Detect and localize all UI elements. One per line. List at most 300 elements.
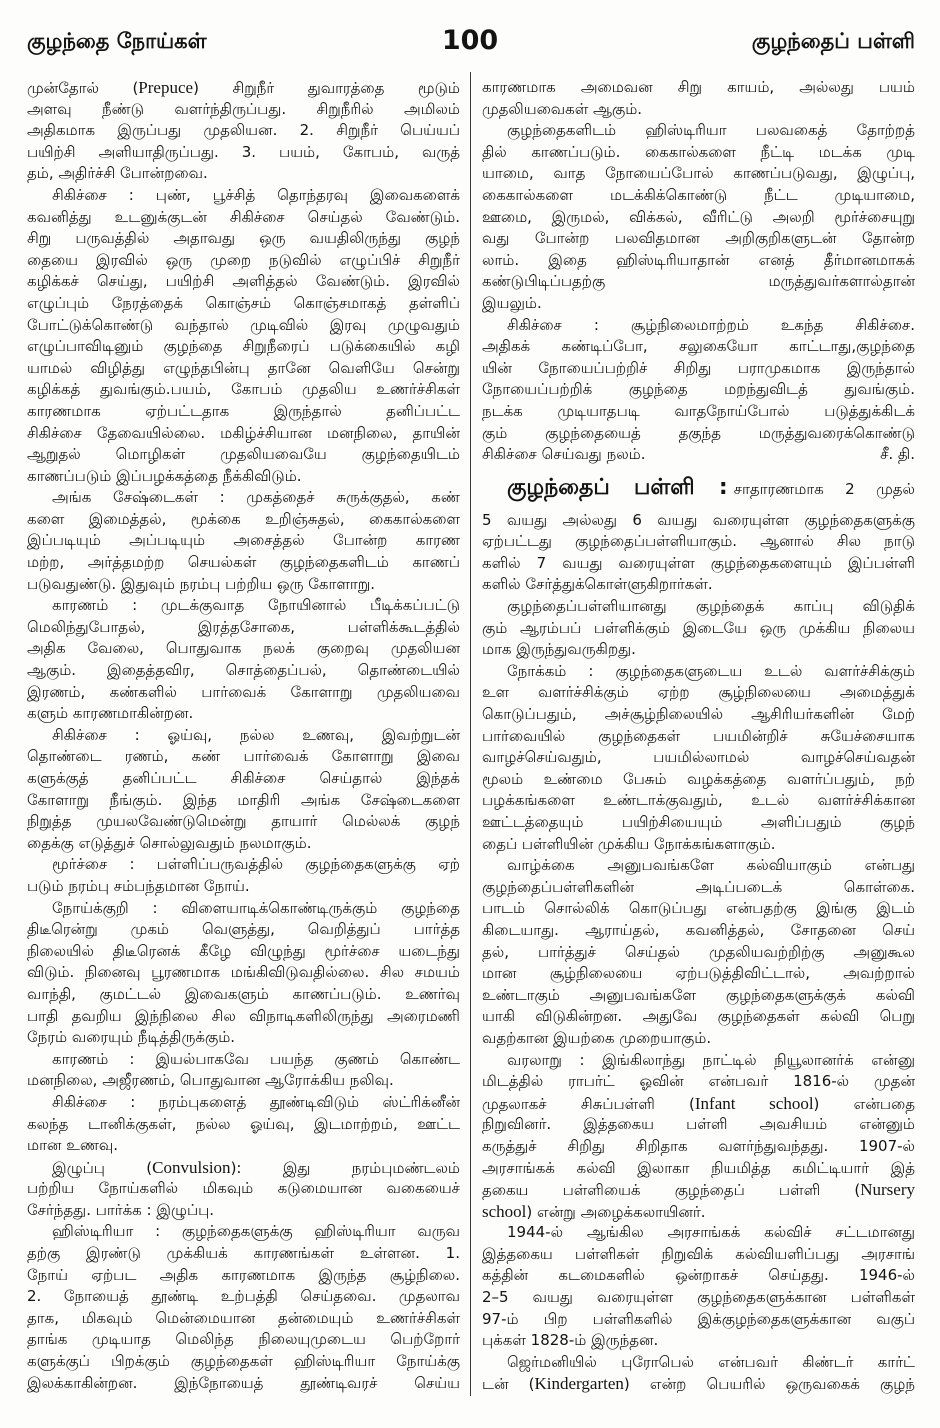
text-line (27, 595, 460, 617)
line-text: வரலாறு : இங்கிலாந்து நாட்டில் நியூலானர்க் என்னு (507, 1050, 915, 1069)
text-line (482, 855, 915, 877)
line-content (27, 768, 460, 790)
line-text: பார்வையில் குழந்தைகள் பயமின்றிச் சுயேச்சையாக (482, 726, 915, 745)
text-line (482, 531, 915, 553)
line-text: நோயைப்பற்றிக் குழந்தை மறந்துவிடத் துவங்கும். (482, 380, 915, 399)
text-line (482, 661, 915, 683)
line-text: ஆறுதல் மொழிகள் முதலியவையே குழந்தையிடம் (27, 445, 460, 464)
text-line (482, 77, 915, 99)
text-line (482, 336, 915, 358)
text-line (27, 919, 460, 941)
line-text: போட்டுக்கொண்டு வந்தால் முடிவில் இரவு முழுவதும் (27, 315, 460, 334)
line-content (482, 207, 915, 229)
line-text: மெலிந்துபோதல், இரத்தசோகை, பள்ளிக்கூடத்தில் (27, 617, 460, 636)
line-text: சாதாரணமாக 2 முதல் (733, 479, 915, 498)
line-text: தைப் பள்ளியின் முக்கிய நோக்கங்களாகும். (482, 834, 776, 853)
line-text: சேர்ந்தது. பார்க்க : இழுப்பு. (27, 1200, 215, 1219)
line-text: காரணம் : இயல்பாகவே பயந்த குணம் கொண்ட (52, 1049, 460, 1068)
entry-heading-line (482, 466, 915, 510)
line-content (482, 163, 915, 185)
line-content (482, 985, 915, 1007)
text-line (482, 1158, 915, 1180)
line-content (507, 120, 915, 142)
paragraph (27, 595, 460, 725)
line-content (52, 898, 460, 920)
line-content (482, 99, 642, 121)
text-line (27, 466, 460, 488)
text-line (27, 1200, 460, 1222)
text-line (482, 99, 915, 121)
line-content (27, 444, 460, 466)
line-text: அதிகமாக இருப்பது முதலியன. 2. சிறுநீர் பெய்யப் (27, 121, 460, 140)
text-line (27, 487, 460, 509)
text-line (482, 574, 915, 596)
line-content (52, 1157, 460, 1179)
line-text: கொடுப்பதும், அச்சூழ்நிலையில் ஆசிரியர்களின் மேற் (482, 705, 915, 724)
line-content (27, 617, 460, 639)
line-text: தில் காணப்படும். கைகால்களை நீட்டி மடக்க முடி (482, 142, 915, 161)
line-text: அங்க சேஷ்டைகள் : முகத்தைச் சுருக்குதல், கண் (52, 488, 460, 507)
line-text: காணப்படும் இப்பழக்கத்தை நீக்கிவிடும். (27, 466, 302, 485)
line-content (27, 293, 460, 315)
paragraph (27, 1049, 460, 1092)
text-line (482, 510, 915, 532)
line-text: தொண்டை ரணம், கண் பார்வைக் கோளாறு இவை (27, 747, 460, 766)
line-text: கத்தின் கடமைகளில் ஒன்றாகச் செய்தது. 1946-ல் (482, 1266, 915, 1285)
line-text: கோளாறு நீங்கும். இந்த மாதிரி அங்க சேஷ்டைகளை (27, 790, 460, 809)
text-line (27, 207, 460, 229)
line-text: நோய்க்குறி : விளையாடிக்கொண்டிருக்கும் குழந்தை (52, 898, 460, 917)
line-content (27, 250, 460, 272)
text-line (27, 293, 460, 315)
line-content (27, 1027, 235, 1049)
text-line (27, 768, 460, 790)
line-text: மற்ற, அர்த்தமற்ற செயல்கள் குழந்தைகளிடம் காணப் (27, 553, 460, 572)
text-line (482, 920, 915, 942)
line-text: மூர்ச்சை : பள்ளிப்பருவத்தில் குழந்தைகளுக்கு ஏற் (52, 855, 460, 874)
text-line (482, 423, 915, 445)
text-line (482, 769, 915, 791)
line-content (482, 963, 915, 985)
line-content (27, 1243, 460, 1265)
line-content (27, 1373, 460, 1395)
line-content (27, 1286, 460, 1308)
line-content (482, 790, 915, 812)
text-line (27, 790, 460, 812)
line-text: கும் குழந்தையைத் தகுந்த மருத்துவரைக்கொண்டு (482, 423, 915, 442)
line-text: நிலையில் திடீரெனக் கீழே விழுந்து மூர்ச்சை யடைந்து (27, 941, 460, 960)
line-text: பழக்கங்களை உண்டாக்குவதும், உடல் வளர்ச்சிக்கான (482, 791, 915, 810)
running-head-left: குழந்தை நோய்கள் (27, 29, 207, 53)
line-text: கலந்த டானிக்குகள், நல்ல ஓய்வு, இடமாற்றம், ஊட்ட (27, 1114, 460, 1133)
text-line (27, 1221, 460, 1243)
text-line (482, 639, 915, 661)
line-content (482, 77, 915, 99)
line-content (507, 1050, 915, 1072)
paragraph (482, 596, 915, 661)
line-text: குழந்தைகளிடம் ஹிஸ்டிரியா பலவகைத் தோற்றத் (507, 121, 915, 140)
line-content (482, 271, 915, 293)
line-content (27, 941, 460, 963)
text-line (27, 444, 460, 466)
line-text: உண்டாகும் அனுபவங்களே குழந்தைகளுக்குக் கல்வி (482, 985, 915, 1004)
text-line (27, 811, 460, 833)
text-line (27, 1308, 460, 1330)
line-text: களும் காரணமாகின்றன. (27, 704, 194, 723)
line-content (482, 444, 915, 466)
line-text: தல், பார்த்துச் செய்தல் முதலியவற்றிற்கு அனுகூல (482, 942, 915, 961)
text-line (27, 185, 460, 207)
column-divider (470, 72, 471, 1396)
paragraph (27, 898, 460, 1049)
text-line (27, 401, 460, 423)
line-text: கைகால்களை மடக்கிக்கொண்டு நீட்ட முடியாமை, (482, 185, 915, 204)
line-text: மான சூழ்நிலையை ஏற்படுத்திவிட்டால், அவற்றால் (482, 964, 915, 983)
line-text: பாதி தவறிய இந்நிலை சில விநாடிகளிலிருந்து அரைமணி (27, 1006, 460, 1025)
line-text: வாந்தி, குமட்டல் இவைகளும் காணப்படும். உணர்வு (27, 984, 460, 1003)
line-content (27, 833, 312, 855)
line-content (482, 704, 915, 726)
line-content (482, 510, 915, 532)
text-line (27, 1351, 460, 1373)
line-text: school) என்று அழைக்கலாயினர். (482, 1201, 706, 1221)
line-content (482, 898, 915, 920)
line-text: சிறு பருவத்தில் அதாவது ஒரு வயதிலிருந்து குழந் (27, 229, 460, 248)
line-text: பயிற்சி அளியாதிருப்பது. 3. பயம், கோபம், வருத் (27, 142, 460, 161)
line-text: யாகி விடுகின்றன. அதுவே குழந்தைகள் கல்வி பெறு (482, 1007, 915, 1026)
text-line (27, 746, 460, 768)
line-text: களை இமைத்தல், மூக்கை உறிஞ்சுதல், கைகால்களை (27, 509, 460, 528)
line-content (27, 790, 460, 812)
line-content (482, 1071, 915, 1093)
line-text: வதற்கான இயற்கை முறையாகும். (482, 1028, 712, 1047)
text-line (482, 185, 915, 207)
line-text: இயலும். (482, 293, 542, 312)
line-content (27, 703, 193, 725)
text-line (27, 379, 460, 401)
text-line (27, 984, 460, 1006)
line-content (507, 661, 915, 683)
line-content (27, 142, 460, 164)
line-content (482, 1201, 706, 1223)
text-line (27, 77, 460, 99)
line-text: அரசாங்கக் கல்வி இலாகா நியமித்த கமிட்டியார் இத் (482, 1158, 915, 1177)
line-content (27, 1178, 460, 1200)
line-text: முன்தோல் (Prepuce) சிறுநீர் துவாரத்தை மூடும் (27, 78, 460, 97)
text-line (27, 142, 460, 164)
line-text: தைக்கு எடுத்துச் சொல்லுவதும் நலமாகும். (27, 833, 312, 852)
line-text: எழுப்பாவிடினும் குழந்தை சிறுநீரைப் படுக்கையில் கழி (27, 337, 460, 356)
line-content (27, 99, 460, 121)
line-text: தையை இரவில் ஒரு முறை நடுவில் எழுப்பிச் சிறுநீர் (27, 250, 460, 269)
text-line (482, 163, 915, 185)
line-text: கண்டுபிடிப்பதற்கு மருத்துவர்களால்தான் (482, 272, 915, 291)
line-text: கழிக்கச் செய்து, பயிற்சி அளித்தல் வேண்டும். இரவில் (27, 272, 460, 291)
line-text: களில் சேர்த்துக்கொள்ளுகிறார்கள். (482, 575, 713, 594)
line-content (27, 77, 460, 99)
line-text: நேரம் வரையும் நீடித்திருக்கும். (27, 1028, 236, 1047)
line-text: காரணமாக ஏற்பட்டதாக இருந்தால் தனிப்பட்ட (27, 401, 460, 420)
line-text: வாழச்செய்வதும், பயமில்லாமல் வாழச்செய்வதன் (482, 748, 915, 767)
text-line (27, 682, 460, 704)
line-content (27, 552, 460, 574)
text-line (27, 1243, 460, 1265)
right-column (482, 77, 915, 1395)
text-line (27, 962, 460, 984)
text-line (27, 941, 460, 963)
text-line (27, 1157, 460, 1179)
author-initials: சீ. தி. (880, 445, 915, 464)
line-text: கவனித்து உடனுக்குடன் சிகிச்சை செய்தல் வேண்டும். (27, 207, 460, 226)
line-text: சிகிச்சை : புண், பூச்சித் தொந்தரவு இவைகளைக் (52, 185, 460, 204)
line-content (507, 466, 915, 510)
line-content (27, 466, 302, 488)
line-text: களுக்குப் பிறக்கும் குழந்தைகள் ஹிஸ்டிரியா நோய்க்கு (27, 1352, 460, 1371)
text-line (27, 1070, 460, 1092)
line-content (507, 315, 915, 337)
paragraph (27, 1221, 460, 1394)
line-text: சிகிச்சை : நரம்புகளைத் தூண்டிவிடும் ஸ்ட்ரிக்னீன் (52, 1092, 460, 1111)
text-line (482, 142, 915, 164)
line-content (482, 1373, 915, 1395)
text-line (27, 854, 460, 876)
line-content (482, 1114, 915, 1136)
line-content (52, 185, 460, 207)
line-content (52, 1049, 460, 1071)
text-line (27, 703, 460, 725)
line-content (482, 682, 915, 704)
line-text: உள வளர்ச்சிக்கும் ஏற்ற சூழ்நிலையை அமைத்துக் (482, 683, 915, 702)
line-text: மாக இருந்துவருகிறது. (482, 640, 636, 659)
text-line (27, 876, 460, 898)
line-content (482, 834, 776, 856)
line-text: குழந்தைப்பள்ளிகளின் அடிப்படைக் கொள்கை. (482, 877, 915, 896)
text-line (27, 1114, 460, 1136)
text-line (482, 207, 915, 229)
line-text: 1944-ல் ஆங்கில அரசாங்கக் கல்விச் சட்டமானது (507, 1223, 915, 1242)
line-content (482, 1006, 915, 1028)
line-content (482, 379, 915, 401)
line-content (27, 1006, 460, 1028)
page-number: 100 (441, 25, 499, 56)
line-text: சிகிச்சை தேவையில்லை. மகிழ்ச்சியான மனநிலை, தாயின் (27, 423, 460, 442)
line-content (482, 1265, 915, 1287)
text-line (482, 444, 915, 466)
text-line (482, 358, 915, 380)
line-content (52, 1092, 460, 1114)
line-text: தகைய பள்ளியைக் குழந்தைப் பள்ளி (Nursery (482, 1180, 915, 1200)
text-line (27, 271, 460, 293)
line-content (482, 531, 915, 553)
line-text: 2–5 வயது வரையுள்ள குழந்தைகளுக்கான பள்ளிகள் (482, 1288, 915, 1307)
text-line (482, 401, 915, 423)
text-line (27, 898, 460, 920)
text-line (482, 812, 915, 834)
paragraph (482, 1352, 915, 1395)
text-line (482, 228, 915, 250)
line-content (482, 1136, 915, 1158)
line-content (52, 725, 460, 747)
line-text: ஊட்டத்தையும் பயிற்சியையும் அளிப்பதும் குழந் (482, 813, 915, 831)
line-text: கழிக்கத் துவங்கும்.பயம், கோபம் முதலிய உணர்ச்சிகள் (27, 380, 460, 399)
text-line (482, 747, 915, 769)
line-content (27, 746, 460, 768)
line-text: டன் (Kindergarten) என்ற பெயரில் ஒருவகைக் குழந் (482, 1374, 915, 1394)
line-content (482, 1287, 915, 1309)
text-line (482, 1006, 915, 1028)
line-content (27, 811, 460, 833)
line-content (482, 1244, 915, 1266)
paragraph (27, 487, 460, 595)
line-content (27, 682, 460, 704)
line-content (27, 120, 460, 142)
text-line (482, 120, 915, 142)
text-line (27, 336, 460, 358)
line-text: முதலாகச் சிசுப்பள்ளி (Infant school) என்பதை (482, 1093, 915, 1113)
line-content (482, 920, 915, 942)
line-text: யின் நோயைப்பற்றிச் சிறிது பராமுகமாக இருந்தால் (482, 358, 915, 377)
line-content (27, 1135, 118, 1157)
line-content (482, 1158, 915, 1180)
line-content (482, 185, 915, 207)
line-text: நடக்க முடியாதபடி வாதநோய்போல் படுத்துக்கிடக் (482, 401, 915, 420)
line-text: கும் ஆரம்பப் பள்ளிக்கும் இடையே ஒரு முக்கிய நிலைய (482, 618, 915, 637)
line-text: ஹிஸ்டிரியா : குழந்தைகளுக்கு ஹிஸ்டிரியா வருவ (52, 1222, 460, 1241)
line-content (27, 1329, 460, 1351)
line-text: படும் நரம்பு சம்பந்தமான நோய். (27, 876, 250, 895)
text-line (27, 228, 460, 250)
text-line (482, 1352, 915, 1374)
text-line (482, 1330, 915, 1352)
line-content (27, 984, 460, 1006)
left-column (27, 77, 460, 1394)
text-line (27, 120, 460, 142)
line-text: நோய் ஏற்பட அதிக காரணமாக இருந்த சூழ்நிலை. (27, 1265, 460, 1284)
text-line (482, 1309, 915, 1331)
text-line (482, 596, 915, 618)
line-text: காரணமாக அமைவன சிறு காயம், அல்லது பயம் (482, 78, 915, 96)
text-line (482, 790, 915, 812)
line-content (507, 1352, 915, 1374)
paragraph (482, 77, 915, 120)
line-content (482, 1093, 915, 1115)
line-content (482, 942, 915, 964)
text-line (27, 358, 460, 380)
text-line (27, 1265, 460, 1287)
line-text: தாங்க முடியாத மெலிந்த நிலையுமுடைய பெற்றோர் (27, 1330, 460, 1349)
paragraph (27, 854, 460, 897)
text-line (482, 704, 915, 726)
line-text: அதிக வேலை, பொதுவாக நலக் குறைவு முதலியன (27, 639, 460, 658)
paragraph (27, 77, 460, 185)
line-content (27, 574, 375, 596)
line-text: ஊமை, இருமல், விக்கல், வீரிட்டு அலறி மூர்ச்சையுறு (482, 207, 915, 226)
line-content (27, 638, 460, 660)
line-text: களில் 7 வயது வரையுள்ள குழந்தைகளையும் இப்பள்ளி (482, 553, 915, 572)
line-content (27, 315, 460, 337)
line-text: எழுப்பும் நேரத்தைக் கொஞ்சம் கொஞ்சமாகத் தள்ளிப் (27, 293, 460, 312)
text-line (27, 315, 460, 337)
text-line (482, 877, 915, 899)
line-content (507, 1222, 915, 1244)
line-text: அளவு நீண்டு வளர்ந்திருப்பது. சிறுநீரில் அமிலம் (27, 99, 460, 118)
text-line (482, 618, 915, 640)
paragraph (27, 725, 460, 855)
text-line (27, 725, 460, 747)
line-content (27, 962, 460, 984)
text-line (482, 553, 915, 575)
line-content (507, 855, 915, 877)
paragraph (482, 855, 915, 1049)
text-line (482, 1179, 915, 1201)
line-text: சிகிச்சை செய்வது நலம். (482, 445, 646, 464)
line-text: லாம். இதை ஹிஸ்டிரியாதான் எனத் தீர்மானமாகக் (482, 250, 915, 269)
line-content (27, 358, 460, 380)
line-content (482, 726, 915, 748)
text-line (482, 726, 915, 748)
line-text: மனநிலை, அஜீரணம், பொதுவான ஆரோக்கிய நலிவு. (27, 1071, 394, 1090)
line-text: இரணம், கண்களில் பார்வைக் கோளாறு முதலியவை (27, 682, 460, 701)
line-text: 2. நோயைத் தூண்டி உற்பத்தி செய்தவை. முதலாவ (27, 1287, 460, 1306)
text-line (482, 1136, 915, 1158)
line-content (482, 747, 915, 769)
text-line (27, 1092, 460, 1114)
text-line (482, 1201, 915, 1223)
text-line (27, 163, 460, 185)
line-content (482, 423, 915, 445)
paragraph (27, 1092, 460, 1157)
text-line (482, 379, 915, 401)
line-text: அதிகக் கண்டிப்போ, சலுகையோ காட்டாது,குழந்தை (482, 337, 915, 356)
line-content (27, 919, 460, 941)
line-text: இத்தகைய பள்ளிகள் நிறுவிக் கல்வியளிப்பது அரசாங் (482, 1244, 915, 1263)
entry-heading: குழந்தைப் பள்ளி : (507, 474, 728, 500)
text-line (27, 1027, 460, 1049)
line-content (482, 401, 915, 423)
entry-paragraph (482, 466, 915, 596)
line-text: புக்கள் 1828-ம் இருந்தன. (482, 1331, 659, 1350)
text-line (482, 942, 915, 964)
line-content (507, 596, 915, 618)
paragraph (482, 1222, 915, 1352)
line-text: மான உணவு. (27, 1136, 119, 1155)
line-content (482, 1330, 658, 1352)
text-line (482, 1114, 915, 1136)
text-line (482, 963, 915, 985)
line-text: மிடத்தில் ராபர்ட் ஓவின் என்பவர் 1816-ல் முதன் (482, 1072, 915, 1091)
line-content (27, 1308, 460, 1330)
line-text: சிகிச்சை : சூழ்நிலைமாற்றம் உகந்த சிகிச்சை. (507, 315, 915, 334)
text-line (27, 1329, 460, 1351)
line-text: இலக்காகின்றன. இந்நோயைத் தூண்டிவரச் செய்ய (27, 1373, 460, 1392)
line-text: திடீரென்று முகம் வெளுத்து, வெறித்துப் பார்த்த (27, 920, 460, 939)
line-content (27, 1114, 460, 1136)
line-content (27, 660, 460, 682)
line-content (27, 207, 460, 229)
line-text: காரணம் : முடக்குவாத நோயினால் பீடிக்கப்பட்டு (52, 596, 460, 615)
line-content (27, 228, 460, 250)
line-text: 5 வயது அல்லது 6 வயது வரையுள்ள குழந்தைகளுக்கு (482, 510, 915, 529)
text-line (27, 574, 460, 596)
paragraph (482, 1050, 915, 1223)
line-content (27, 1351, 460, 1373)
text-line (482, 1028, 915, 1050)
text-line (27, 617, 460, 639)
line-content (27, 379, 460, 401)
line-content (27, 876, 250, 898)
line-text: ஜெர்மனியில் புரோபெல் என்பவர் கிண்டர் கார்ட் (507, 1352, 915, 1371)
text-line (482, 250, 915, 272)
